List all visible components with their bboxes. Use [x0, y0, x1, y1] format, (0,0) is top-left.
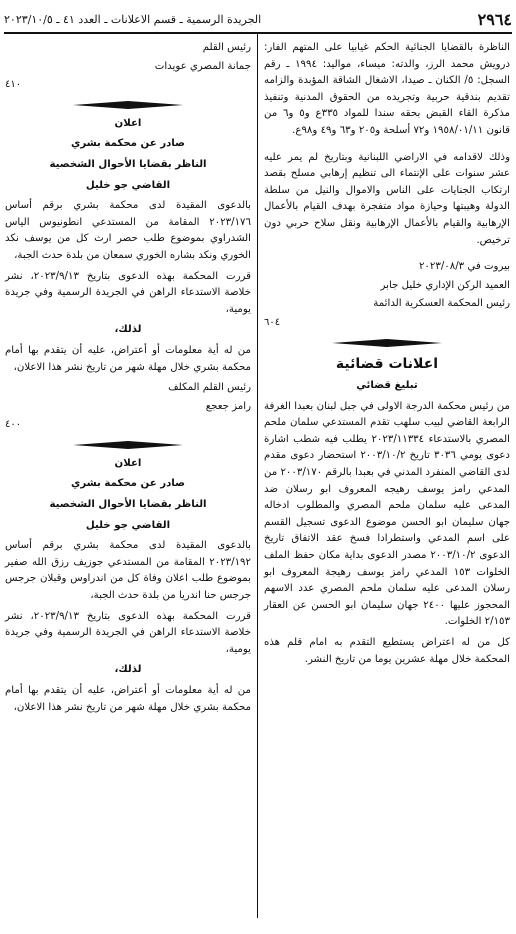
ornament-divider — [264, 336, 510, 350]
sig-name: رامز جعجع — [205, 400, 251, 412]
notice-body: بالدعوى المقيدة لدى محكمة بشري برقم أساس ٢٠٢٣/١٩٢ المقامة من المستدعي جوزيف رزق الله صفير بموضوع طلب اعلان وفاة كل من اندراوس وقبلان جرجس جرجس حنا اندريا من بلدة حدث الجبة، — [5, 540, 251, 602]
notice-title: اعلان — [114, 457, 142, 469]
right-column — [264, 40, 510, 672]
top-sig-name: جمانة المصري عويدات — [154, 60, 251, 72]
divider-ornament-icon — [73, 440, 183, 450]
left-column — [5, 40, 251, 720]
notice-closing: من له أية معلومات أو أعتراض، عليه أن يتقدم بها أمام محكمة بشري خلال مهلة شهر من تاريخ نشر هذا الاعلان، — [5, 685, 251, 713]
divider-ornament-icon — [332, 338, 442, 348]
notice-judge: القاضي جو خليل — [85, 519, 171, 531]
ornament-divider — [5, 98, 251, 112]
column-divider — [257, 34, 258, 918]
notice-number: ٤٠٠ — [5, 419, 22, 431]
notice-chamber: الناظر بقضايا الأحوال الشخصية — [49, 499, 207, 511]
second-paragraph: وذلك لاقدامه في الاراضي اللبنانية وبتاريخ لم يمر عليه عشر سنوات على الإنتماء الى تنظيم إرهابي مسلح بقصد ارتكاب الجنايات على الناس والاموال والنيل من سلطة الدولة وهيبتها وحيازة مواد متفجرة بهدف القيام بالأعمال الإرهابية والقيام بالأعمال الإرهابية ونقل سلاح حربي دون ترخيص. — [264, 151, 510, 246]
notice-decision: قررت المحكمة بهذه الدعوى بتاريخ ٢٠٢٣/٩/١٣، نشر خلاصة الاستدعاء الراهن في الجريدة الرسمية وفي جريدة يومية، — [5, 270, 251, 315]
notice-number: ٦٠٤ — [264, 316, 281, 328]
notice-closing: من له أية معلومات أو أعتراض، عليه أن يتقدم بها أمام محكمة بشري خلال مهلة شهر من تاريخ نشر هذا الاعلان، — [5, 344, 251, 373]
date-line: بيروت في ٢٠٢٣/٠٨/٣ — [418, 261, 510, 273]
notice-title: تبليغ قضائي — [356, 380, 418, 392]
notice-issuer: صادر عن محكمة بشري — [71, 478, 185, 490]
sig-title: رئيس القلم المكلف — [168, 382, 251, 394]
notice-chamber: الناظر بقضايا الأحوال الشخصية — [49, 158, 207, 170]
notice-body: بالدعوى المقيدة لدى محكمة بشري برقم أساس ٢٠٢٣/١٧٦ المقامة من المستدعي انطونيوس الياس الشدراوي بموضوع طلب حصر ارث كل من يوسف نكد الخوري ونكد بشاره الخوري سمعان من بلدة حدث الجبة، — [5, 200, 251, 261]
notice-issuer: صادر عن محكمة بشري — [71, 138, 185, 150]
ornament-divider — [5, 438, 251, 452]
notice-number: ٤١٠ — [5, 79, 22, 91]
signer-title: رئيس المحكمة العسكرية الدائمة — [373, 298, 510, 310]
notice-therefore: لذلك، — [114, 664, 142, 676]
top-sig-title: رئيس القلم — [202, 42, 251, 53]
notice-body-2: كل من له اعتراض يستطيع التقدم به امام قلم هذه المحكمة خلال مهلة عشرين يوما من تاريخ النشر. — [264, 637, 510, 665]
page-number: ٢٩٦٤ — [477, 9, 512, 29]
notice-body: من رئيس محكمة الدرجة الاولى في جبل لبنان بعبدا الغرفة الرابعة القاضي لبيب سلهب تقدم المستدعي سلمان ملحم المصري بالاستدعاء ٢٠٢٣/١١٣٣٤ يطلب فيه شطب اشارة دعوى يومي ٣٠٣٦ تاريخ ٢٠٠٣/١٠/٢ استحضار دعوى مقدم لدى القاضي المنفرد المدني في بعبدا بالرقم ٢٠٠٣/١٧٠ من المدعي رامز يوسف رهيجه المعروف ابو رسلان ضد المدعى عليه سلمان ملحم المصري والمطلوب ادخاله جهان سليمان ابو الحسن موضوع الدعوى تسجيل القسم على اسم المدعي واستطرادا فسخ عقد الاتفاق تاريخ الدعوى ٢٠٠٣/١٠/٢ مصدر الدعوى بداية مكان حفظ الملف الخلوات ١٥٣ المدعي رامز يوسف رهيجة المعروف ابو رسلان المدعى عليه سلمان ملحم المصري عدد الاسهم المحجوز عليها ٢٤٠٠ جهان سليمان ابو الحسن عن العقار ٢/١٥٣ الخلوات. — [263, 400, 510, 628]
divider-ornament-icon — [73, 100, 183, 110]
notice-therefore: لذلك، — [114, 324, 142, 336]
section-title: اعلانات قضائية — [335, 355, 439, 372]
signer-name: العميد الركن الإداري خليل جابر — [380, 279, 510, 291]
notice-title: اعلان — [114, 117, 142, 129]
notice-decision: قررت المحكمة بهذه الدعوى بتاريخ ٢٠٢٣/٩/١٣، نشر خلاصة الاستدعاء الراهن في الجريدة الرسمية وفي جريدة يومية، — [5, 610, 251, 655]
page-header — [4, 6, 512, 34]
header-title: الجريدة الرسمية ـ قسم الاعلانات ـ العدد ٤١ ـ ٢٠٢٣/١٠/٥ — [4, 12, 262, 26]
intro-paragraph: الناظرة بالقضايا الجنائية الحكم غيابيا على المتهم الفار: درويش محمد الرز، والدته: ميساء، مواليد: ١٩٩٤ ـ رقم السجل: ٥/ الكنان ـ صيدا، الاشغال الشاقة المؤبدة والزامه تقديم بندقية حربية وتجريده من الحقوق المدنية وتنفيذ مذكرة القاء القبض بحقه سندا للمواد ٣٣٥ع و٥ و٦ من قانون ١٩٥٨/٠١/١١ و٧٢ أسلحة و٢٠٥ و٦٣ و٤٩ و٩٨ع. — [264, 42, 511, 136]
notice-judge: القاضي جو خليل — [85, 179, 171, 191]
